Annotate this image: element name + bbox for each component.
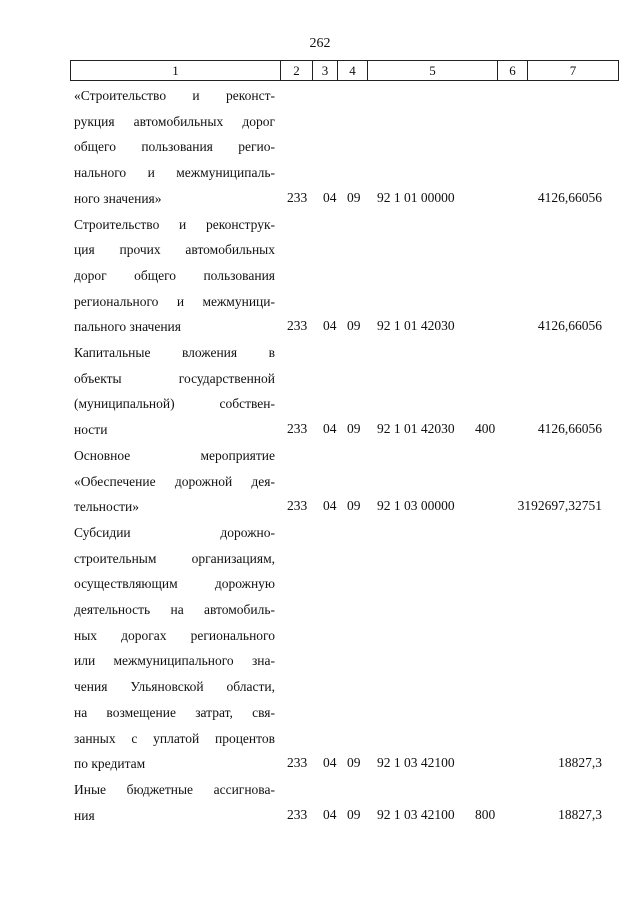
- row-name-line: осуществляющим дорожную: [74, 576, 275, 592]
- cell-c2: 233: [287, 421, 308, 437]
- cell-c2: 233: [287, 498, 308, 514]
- cell-c5: 92 1 03 42100: [377, 806, 455, 822]
- row-name-line: Строительство и реконструк-: [74, 216, 275, 232]
- cell-c4: 09: [347, 318, 361, 334]
- row-name-line: общего пользования регио-: [74, 139, 275, 155]
- cell-c7: 4126,66056: [537, 421, 602, 437]
- row-name: [74, 520, 275, 777]
- page-number: 262: [309, 36, 331, 51]
- cell-c5: 92 1 03 42100: [377, 755, 455, 771]
- cell-c5: 92 1 01 42030: [377, 421, 455, 437]
- cell-c5: 92 1 01 42030: [377, 318, 455, 334]
- cell-c2: 233: [287, 318, 308, 334]
- row-name: [74, 777, 275, 828]
- row-name-line: (муниципальной) собствен-: [74, 396, 275, 412]
- column-header: 3: [313, 61, 338, 81]
- column-header: 2: [281, 61, 313, 81]
- cell-c7: 4126,66056: [537, 189, 602, 205]
- row-name-line: Субсидии дорожно-: [74, 524, 275, 540]
- row-name-line: Основное мероприятие: [74, 447, 275, 463]
- row-name-line: Иные бюджетные ассигнова-: [74, 781, 275, 797]
- cell-c7: 3192697,32751: [517, 498, 602, 514]
- row-name-line: чения Ульяновской области,: [74, 679, 275, 695]
- row-name: [74, 212, 275, 341]
- row-name-line: дорог общего пользования: [74, 267, 275, 283]
- row-name-line: Капитальные вложения в: [74, 345, 275, 360]
- row-name-line: по кредитам: [74, 756, 146, 772]
- cell-c2: 233: [287, 189, 308, 205]
- cell-c6: 400: [475, 421, 496, 437]
- row-name-line: деятельность на автомобиль-: [74, 602, 275, 617]
- row-name-line: строительным организациям,: [74, 550, 275, 566]
- row-name-line: или межмуниципального зна-: [74, 653, 275, 669]
- row-name-line: объекты государственной: [74, 370, 275, 386]
- cell-c2: 233: [287, 755, 308, 771]
- cell-c4: 09: [347, 498, 361, 514]
- cell-c7: 4126,66056: [537, 318, 602, 334]
- column-header: 5: [368, 61, 498, 81]
- row-name-line: пального значения: [74, 319, 181, 335]
- table-header: [70, 60, 619, 81]
- cell-c3: 04: [323, 806, 337, 822]
- cell-c5: 92 1 03 00000: [377, 498, 455, 514]
- row-name-line: нального и межмуниципаль-: [74, 165, 275, 181]
- column-header: 7: [528, 61, 619, 81]
- row-name-line: «Строительство и реконст-: [74, 88, 275, 103]
- cell-c3: 04: [323, 318, 337, 334]
- column-header: 6: [498, 61, 528, 81]
- cell-c3: 04: [323, 189, 337, 205]
- row-name: [74, 443, 275, 520]
- row-name-line: ных дорогах регионального: [74, 627, 275, 643]
- row-name-line: рукция автомобильных дорог: [74, 113, 275, 129]
- row-name-line: ния: [74, 807, 95, 823]
- cell-c4: 09: [347, 806, 361, 822]
- cell-c7: 18827,3: [558, 806, 602, 822]
- row-name-line: ция прочих автомобильных: [74, 242, 275, 258]
- cell-c6: 800: [475, 806, 496, 822]
- cell-c3: 04: [323, 498, 337, 514]
- row-name-line: регионального и межмуници-: [74, 293, 275, 309]
- cell-c5: 92 1 01 00000: [377, 189, 455, 205]
- cell-c4: 09: [347, 189, 361, 205]
- column-header: 1: [71, 61, 281, 81]
- column-header: 4: [338, 61, 368, 81]
- row-name-line: «Обеспечение дорожной дея-: [74, 473, 275, 489]
- row-name: [74, 83, 275, 212]
- row-name-line: ности: [74, 422, 108, 438]
- cell-c2: 233: [287, 806, 308, 822]
- row-name: [74, 340, 275, 443]
- cell-c4: 09: [347, 421, 361, 437]
- cell-c7: 18827,3: [558, 755, 602, 771]
- row-name-line: на возмещение затрат, свя-: [74, 704, 275, 720]
- cell-c3: 04: [323, 421, 337, 437]
- row-name-line: ного значения»: [74, 190, 162, 206]
- cell-c4: 09: [347, 755, 361, 771]
- cell-c3: 04: [323, 755, 337, 771]
- row-name-line: тельности»: [74, 499, 139, 515]
- row-name-line: занных с уплатой процентов: [74, 730, 275, 746]
